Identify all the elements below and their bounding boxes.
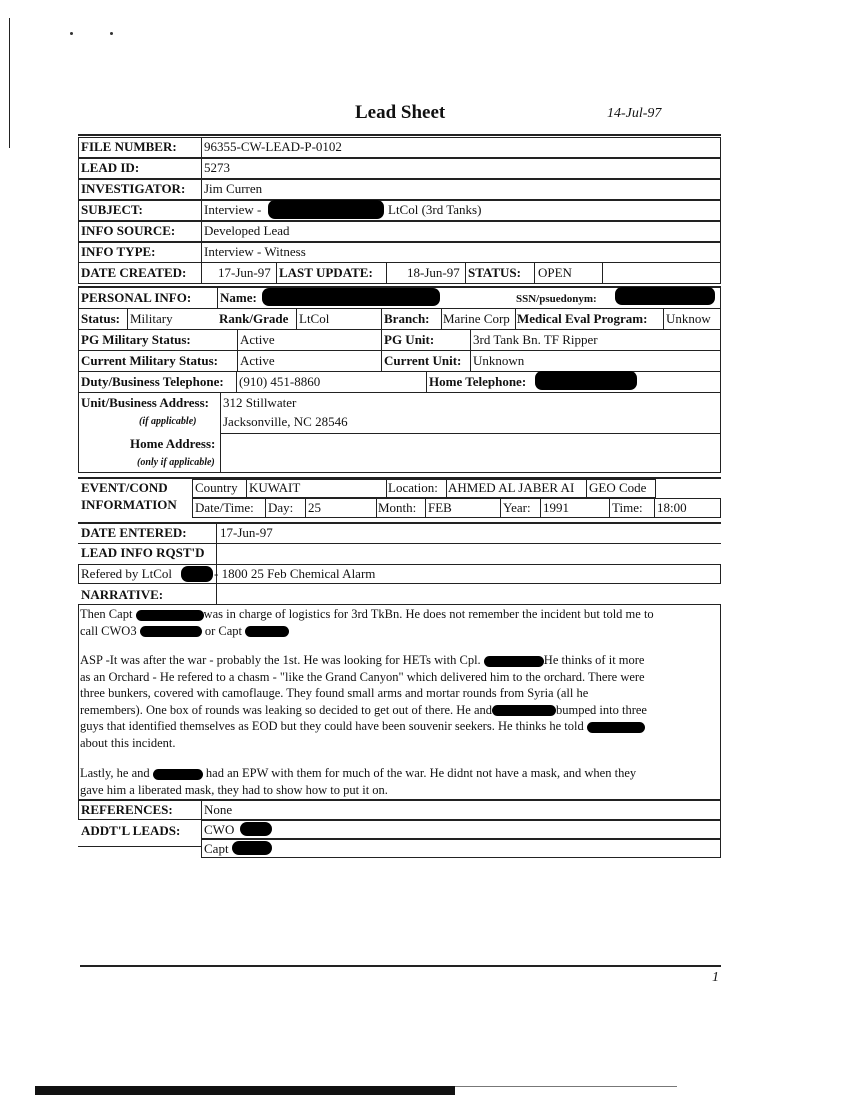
- narrative-text: as an Orchard - He refered to a chasm - "like the Grand Canyon" which delivered him to the orchard. There were: [80, 669, 645, 684]
- month-label: Month:: [378, 500, 417, 515]
- file-number-label: FILE NUMBER:: [81, 139, 177, 154]
- unit-address-label: Unit/Business Address:: [81, 395, 209, 410]
- divider: [127, 308, 128, 329]
- divider: [602, 262, 603, 284]
- rank-value: LtCol: [299, 311, 330, 326]
- time-value: 18:00: [657, 500, 687, 515]
- scan-margin-line: [9, 18, 10, 148]
- redaction: [492, 705, 556, 716]
- divider: [470, 329, 471, 371]
- status-value: Military: [130, 311, 173, 326]
- divider: [654, 498, 655, 518]
- divider: [237, 329, 238, 371]
- country-label: Country: [195, 480, 238, 495]
- divider: [500, 498, 501, 518]
- redaction: [268, 200, 384, 219]
- datetime-label: Date/Time:: [195, 500, 254, 515]
- rule: [78, 522, 721, 524]
- rule: [78, 543, 721, 544]
- referred-suffix: - 1800 25 Feb Chemical Alarm: [214, 566, 376, 581]
- pg-military-status-label: PG Military Status:: [81, 332, 191, 347]
- divider: [534, 262, 535, 284]
- home-address-label: Home Address:: [130, 436, 216, 451]
- lead-id-label: LEAD ID:: [81, 160, 140, 175]
- time-label: Time:: [612, 500, 643, 515]
- references-row: [78, 800, 721, 820]
- last-update-label: LAST UPDATE:: [279, 265, 373, 280]
- date-created-value: 17-Jun-97: [218, 265, 271, 280]
- narrative-text: call CWO3: [80, 623, 137, 638]
- lead-id-row: [78, 158, 721, 179]
- location-value: AHMED AL JABER AI: [448, 480, 575, 495]
- page-title: Lead Sheet: [355, 102, 446, 123]
- investigator-label: INVESTIGATOR:: [81, 181, 186, 196]
- divider: [446, 479, 447, 498]
- addtl-lead-2: [201, 839, 721, 858]
- divider: [425, 498, 426, 518]
- scan-edge: [35, 1086, 455, 1095]
- redaction: [245, 626, 289, 637]
- references-value: None: [204, 802, 233, 817]
- year-value: 1991: [543, 500, 569, 515]
- footer-rule: [80, 965, 721, 967]
- investigator-value: Jim Curren: [204, 181, 263, 196]
- narrative-text: was in charge of logistics for 3rd TkBn. He does not remember the incident but told me to: [203, 607, 654, 621]
- divider: [515, 308, 516, 329]
- rule: [78, 392, 721, 393]
- referred-row: [78, 564, 721, 584]
- referred-prefix: Refered by LtCol: [81, 566, 172, 581]
- divider: [609, 498, 610, 518]
- event-label-1: EVENT/COND: [81, 480, 168, 495]
- divider: [441, 308, 442, 329]
- narrative-text: bumped into three: [556, 702, 647, 717]
- country-value: KUWAIT: [249, 480, 301, 495]
- date-entered-value: 17-Jun-97: [220, 525, 273, 540]
- redaction: [262, 288, 440, 306]
- medical-eval-value: Unknow: [666, 311, 711, 326]
- narrative-label: NARRATIVE:: [81, 587, 164, 602]
- info-type-value: Interview - Witness: [204, 244, 306, 259]
- divider: [296, 308, 297, 329]
- pg-unit-value: 3rd Tank Bn. TF Ripper: [473, 332, 598, 347]
- divider: [217, 287, 218, 308]
- divider: [276, 262, 277, 284]
- narrative-text: Then Capt: [80, 607, 133, 621]
- divider: [540, 498, 541, 518]
- geo-code-label: GEO Code: [589, 480, 647, 495]
- status-value: OPEN: [538, 265, 572, 280]
- divider: [201, 137, 202, 283]
- rule: [78, 329, 721, 330]
- month-value: FEB: [428, 500, 452, 515]
- date-created-label: DATE CREATED:: [81, 265, 187, 280]
- narrative-text: had an EPW with them for much of the war. He didnt not have a mask, and when they: [205, 766, 637, 780]
- file-number-value: 96355-CW-LEAD-P-0102: [204, 139, 342, 154]
- pg-military-status-value: Active: [240, 332, 275, 347]
- narrative-text: Lastly, he and: [80, 766, 150, 780]
- if-applicable-note: (if applicable): [139, 416, 197, 427]
- rule: [220, 433, 721, 434]
- redaction: [240, 822, 272, 836]
- rule: [78, 350, 721, 351]
- info-source-label: INFO SOURCE:: [81, 223, 176, 238]
- current-unit-label: Current Unit:: [384, 353, 462, 368]
- year-label: Year:: [503, 500, 531, 515]
- narrative-text: [80, 606, 720, 798]
- rule: [78, 134, 721, 136]
- info-type-row: [78, 242, 721, 263]
- divider: [220, 392, 221, 473]
- info-type-label: INFO TYPE:: [81, 244, 156, 259]
- medical-eval-label: Medical Eval Program:: [517, 311, 648, 326]
- event-label-2: INFORMATION: [81, 497, 177, 512]
- narrative-text: remembers). One box of rounds was leaking so decided to get out of there. He and: [80, 702, 493, 717]
- date-entered-label: DATE ENTERED:: [81, 525, 187, 540]
- divider: [426, 371, 427, 392]
- pg-unit-label: PG Unit:: [384, 332, 435, 347]
- narrative-text: about this incident.: [80, 735, 176, 750]
- lead-info-label: LEAD INFO RQST'D: [81, 545, 205, 560]
- redaction: [484, 656, 544, 667]
- only-if-applicable-note: (only if applicable): [137, 457, 215, 468]
- redaction: [153, 769, 203, 780]
- subject-prefix: Interview -: [204, 202, 262, 217]
- page-number: 1: [712, 970, 719, 985]
- status-label: Status:: [81, 311, 121, 326]
- branch-value: Marine Corp: [443, 311, 510, 326]
- scan-edge: [455, 1086, 677, 1087]
- redaction: [535, 371, 637, 390]
- divider: [236, 371, 237, 392]
- divider: [386, 262, 387, 284]
- status-label: STATUS:: [468, 265, 521, 280]
- day-value: 25: [308, 500, 321, 515]
- header-date: 14-Jul-97: [607, 106, 662, 121]
- subject-suffix: LtCol (3rd Tanks): [388, 202, 482, 217]
- rule: [78, 308, 721, 309]
- name-label: Name:: [220, 290, 257, 305]
- divider: [246, 479, 247, 498]
- ssn-label: SSN/psuedonym:: [516, 293, 597, 305]
- scan-dot: [110, 32, 113, 35]
- redaction: [181, 566, 213, 582]
- divider: [381, 308, 382, 371]
- duty-telephone-label: Duty/Business Telephone:: [81, 374, 224, 389]
- divider: [265, 498, 266, 518]
- current-unit-value: Unknown: [473, 353, 525, 368]
- rule: [78, 846, 201, 847]
- divider: [663, 308, 664, 329]
- redaction: [140, 626, 202, 637]
- subject-label: SUBJECT:: [81, 202, 143, 217]
- narrative-text: He thinks of it more: [543, 653, 645, 667]
- redaction: [232, 841, 272, 855]
- divider: [465, 262, 466, 284]
- narrative-text: gave him a liberated mask, they had to show how to put it on.: [80, 782, 388, 797]
- addtl-lead-2-value: Capt: [204, 841, 229, 856]
- narrative-text: three bunkers, covered with camoflauge. They found small arms and mortar rounds from Syria (all he: [80, 686, 589, 700]
- location-label: Location:: [388, 480, 438, 495]
- redaction: [615, 287, 715, 305]
- current-military-status-value: Active: [240, 353, 275, 368]
- personal-info-label: PERSONAL INFO:: [81, 290, 192, 305]
- addtl-lead-1: [201, 820, 721, 839]
- rank-label: Rank/Grade: [219, 311, 289, 326]
- narrative-text: or Capt: [204, 623, 242, 638]
- addtl-lead-1-value: CWO: [204, 822, 235, 837]
- address-line-2: Jacksonville, NC 28546: [223, 414, 348, 429]
- scan-dot: [70, 32, 73, 35]
- narrative-text: guys that identified themselves as EOD but they could have been souvenir seekers. He thinks he told: [80, 719, 584, 733]
- references-label: REFERENCES:: [81, 802, 173, 817]
- lead-id-value: 5273: [204, 160, 230, 175]
- divider: [376, 498, 377, 518]
- branch-label: Branch:: [384, 311, 430, 326]
- redaction: [136, 610, 204, 621]
- current-military-status-label: Current Military Status:: [81, 353, 218, 368]
- divider: [586, 479, 587, 498]
- day-label: Day:: [268, 500, 294, 515]
- info-source-value: Developed Lead: [204, 223, 290, 238]
- divider: [305, 498, 306, 518]
- last-update-value: 18-Jun-97: [407, 265, 460, 280]
- address-line-1: 312 Stillwater: [223, 395, 297, 410]
- home-telephone-label: Home Telephone:: [429, 374, 527, 389]
- duty-telephone-value: (910) 451-8860: [239, 374, 321, 389]
- divider: [386, 479, 387, 498]
- narrative-text: ASP -It was after the war - probably the 1st. He was looking for HETs with Cpl.: [80, 653, 481, 667]
- addtl-leads-label: ADDT'L LEADS:: [81, 823, 181, 838]
- redaction: [587, 722, 645, 733]
